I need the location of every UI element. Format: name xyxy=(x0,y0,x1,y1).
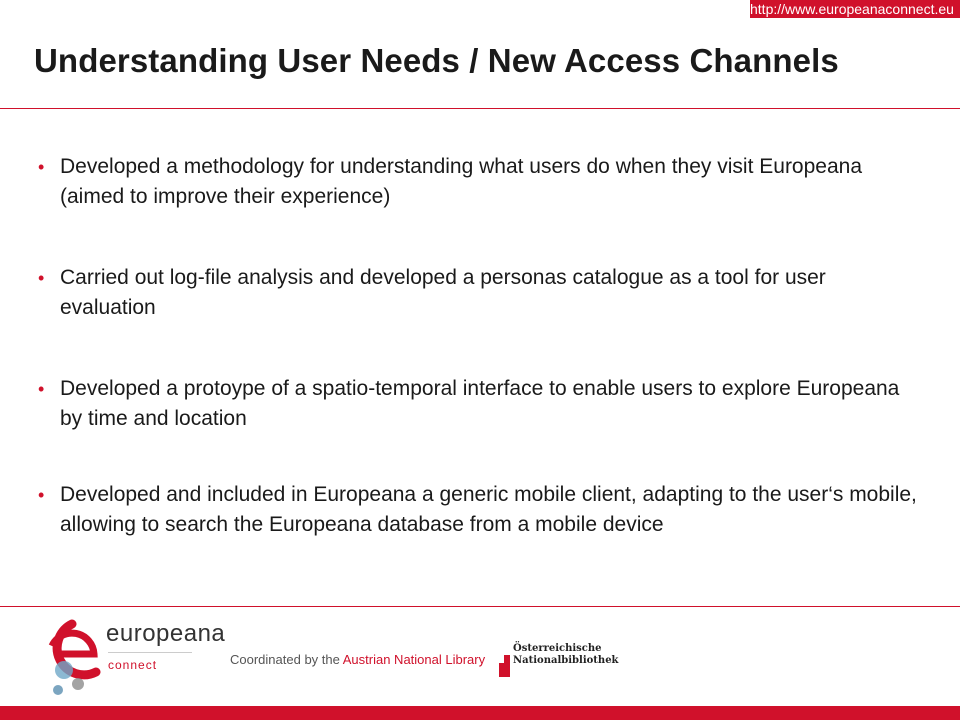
logo-divider xyxy=(108,652,192,653)
bullet-text: Carried out log-file analysis and developed a personas catalogue as a tool for user evaluation xyxy=(60,266,826,319)
coordinated-prefix: Coordinated by the xyxy=(230,652,343,667)
list-item xyxy=(38,152,918,212)
list-item xyxy=(38,263,918,323)
bullet-icon: • xyxy=(38,485,45,505)
bullet-text: Developed a protoype of a spatio-temporal interface to enable users to explore Europeana by time and location xyxy=(60,377,900,430)
onb-name xyxy=(513,643,619,667)
list-item xyxy=(38,374,918,434)
library-name: Austrian National Library xyxy=(342,652,486,667)
bullet-text: Developed and included in Europeana a generic mobile client, adapting to the user‘s mobile, allowing to search the Europeana database from a mobile device xyxy=(60,483,917,536)
bullet-icon: • xyxy=(38,268,45,288)
list-item xyxy=(38,480,918,540)
bottom-divider xyxy=(0,606,960,607)
bullet-text: Developed a methodology for understanding what users do when they visit Europeana (aimed to improve their experience) xyxy=(60,155,863,208)
onb-line-2: Nationalbibliothek xyxy=(513,655,619,666)
bottom-bar xyxy=(0,706,960,720)
europeana-connect-logo xyxy=(38,614,228,706)
onb-line-1: Österreichische xyxy=(513,643,602,654)
top-divider xyxy=(0,108,960,109)
coordinated-by-text xyxy=(230,652,485,667)
logo-subtitle: connect xyxy=(108,658,158,672)
europeana-logo-icon xyxy=(38,614,106,706)
onb-mark-icon xyxy=(498,643,512,679)
bullet-icon: • xyxy=(38,379,45,399)
bullet-icon: • xyxy=(38,157,45,177)
onb-logo xyxy=(498,643,619,679)
page-title: Understanding User Needs / New Access Channels xyxy=(34,42,839,79)
logo-wordmark: europeana xyxy=(106,620,226,647)
url-banner: http://www.europeanaconnect.eu xyxy=(750,0,960,18)
